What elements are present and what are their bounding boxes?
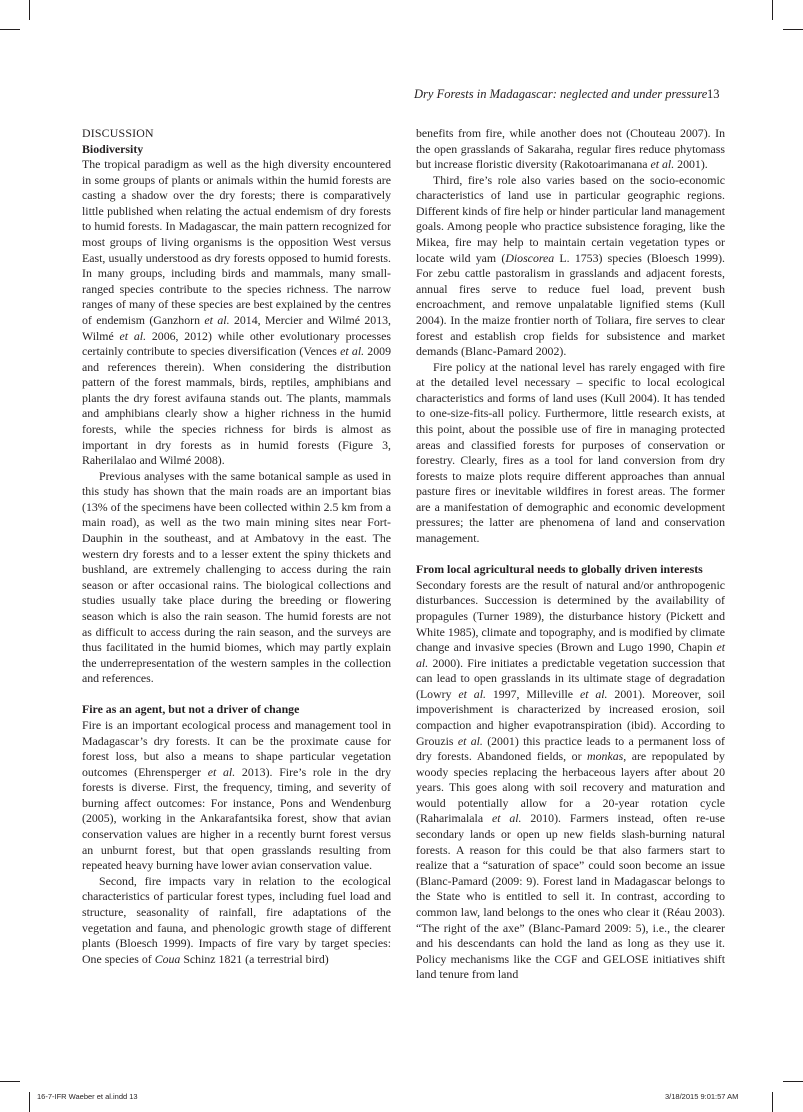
local-agricultural-heading: From local agricultural needs to globally driven interests: [416, 562, 703, 577]
secondary-forests-paragraph: Secondary forests are the result of natural and/or anthropogenic disturbances. Succession is determined by the availability of propagules (Turner 1989), the disturbance history (Pickett and White 1985), climate and topography, and is modified by climate change and invasive species (Brown and Lugo 1990, Chapin et al. 2000). Fire initiates a predictable vegetation succession that can lead to open grasslands in its ultimate stage of degradation (Lowry et al. 1997, Milleville et al. 2001). Moreover, soil impoverishment is characterized by increased erosion, soil compaction and higher evapotranspiration (ibid). According to Grouzis et al. (2001) this practice leads to a permanent loss of dry forests. Abandoned fields, or monkas, are repopulated by woody species replacing the herbaceous layers after about 20 years. This goes along with soil recovery and maturation and would potentially allow for a 20-year rotation cycle (Raharimalala et al. 2010). Farmers instead, often re-use secondary lands or open up new fields slash-burning natural forests. A reason for this could be that also farmers start to realize that a “saturation of space” could soon become an issue (Blanc-Pamard (2009: 9). Forest land in Madagascar belongs to the State who is entitled to sell it. In contrast, according to common law, land belongs to the ones who clear it (Réau 2003). “The right of the axe” (Blanc-Pamard 2009: 5), i.e., the clearer and his descendants can hold the land as long as they use it. Policy mechanisms like the CGF and GELOSE initiatives shift land tenure from land: [416, 577, 726, 982]
right-column: [416, 126, 725, 983]
crop-mark: [772, 0, 773, 20]
fire-paragraph-3: Third, fire’s role also varies based on the socio-economic characteristics of land use in particular geographic regions. Different kinds of fire help or hinder particular land management goals. Among people who practice subsistence foraging, like the Mikea, fire may help to maintain certain vegetation types or locate wild yam (Dioscorea L. 1753) species (Bloesch 1999). For zebu cattle pastoralism in grasslands and adjacent forests, annual fires serve to reduce fuel load, prevent bush encroachment, and remove unpalatable lignified stems (Kull 2004). In the maize frontier north of Toliara, fire serves to clear forest and establish crop fields for subsistence and market demands (Blanc-Pamard 2002).: [416, 172, 725, 359]
biodiversity-paragraph-2: Previous analyses with the same botanical sample as used in this study has shown that the main roads are an important bias (13% of the specimens have been collected within 2.5 km from a main road), as well as the two main mining sites near Fort-Dauphin in the southeast, and at Ambatovy in the east. The western dry forests and to a lesser extent the spiny thickets and bushland, are extremely challenging to access during the rain season or after occasional rains. The biological collections and studies usually take place during the breeding or flowering season which is also the rain season. The humid forests are not as difficult to access during the rain season, and the surveys are thus facilitated in the humid biomes, which may partly explain the underrepresentation of the western samples in the collection and references.: [82, 468, 391, 686]
file-slug: 16-7-IFR Waeber et al.indd 13: [37, 1092, 138, 1101]
running-title: Dry Forests in Madagascar: neglected and under pressure: [414, 87, 708, 101]
crop-mark: [29, 0, 30, 20]
crop-mark: [772, 1092, 773, 1112]
crop-mark: [783, 1081, 803, 1082]
fire-paragraph-1: Fire is an important ecological process and management tool in Madagascar’s dry forests. It can be the proximate cause for forest loss, but also a means to shape particular vegetation outcomes (Ehrensperger et al. 2013). Fire’s role in the dry forests is diverse. First, the frequency, timing, and severity of burning affect outcomes: For instance, Pons and Wendenburg (2005), working in the Ankarafantsika forest, show that avian conservation values are higher in a recently burnt forest versus an unburnt forest, but that open grasslands resulting from repeated heavy burning have lower avian conservation value.: [82, 717, 391, 873]
biodiversity-paragraph-1: The tropical paradigm as well as the high diversity encountered in some groups of plants or animals within the humid forests are casting a shadow over the dry forests; there is comparatively little published when relating the actual endemism of dry forests to humid forests. In Madagascar, the main pattern recognized for most groups of living organisms is the opposition West versus East, usually understood as dry forests opposed to humid forests. In many groups, including birds and mammals, many small-ranged species contribute to the species richness. The narrow ranges of many of these species are best explained by the centres of endemism (Ganzhorn et al. 2014, Mercier and Wilmé 2013, Wilmé et al. 2006, 2012) while other evolutionary processes certainly contribute to species diversification (Vences et al. 2009 and references therein). When considering the distribution pattern of the forest mammals, birds, reptiles, amphibians and plants the dry forest avifauna stands out. The plants, mammals and amphibians clearly show a higher richness in the humid forests, while the species richness for birds is almost as important in dry forests as in humid forests (Figure 3, Raherilalao and Wilmé 2008).: [82, 157, 392, 468]
fire-heading: Fire as an agent, but not a driver of change: [82, 702, 300, 717]
fire-paragraph-2: Second, fire impacts vary in relation to the ecological characteristics of particular forest types, including fuel load and structure, seasonality of rainfall, fire adaptations of the vegetation and fauna, and phenologic growth stage of different plants (Bloesch 1999). Impacts of fire vary by target species: One species of Coua Schinz 1821 (a terrestrial bird): [82, 873, 391, 966]
print-timestamp: 3/18/2015 9:01:57 AM: [665, 1092, 739, 1101]
discussion-heading: DISCUSSION: [82, 126, 154, 140]
crop-mark: [783, 29, 803, 30]
crop-mark: [29, 1092, 30, 1112]
left-column: [82, 126, 391, 967]
fire-paragraph-2-continued: benefits from fire, while another does not (Chouteau 2007). In the open grasslands of Sakaraha, regular fires reduce phytomass but increase floristic diversity (Rakotoarimanana et al. 2001).: [416, 126, 725, 172]
fire-paragraph-4: Fire policy at the national level has rarely engaged with fire at the detailed level necessary – specific to local ecological characteristics and forms of land uses (Kull 2004). It has tended to one-size-fits-all policy. Furthermore, little research exists, at this point, about the possible use of fire in managing protected areas and classified forests for purposes of conservation or forestry. Clearly, fires as a tool for land conversion from dry forests to maize plots require different approaches than annual pasture fires or inevitable wildfires in forest areas. The former are a manifestation of demographic and economic development pressures; the latter are phenomena of land and conservation management.: [416, 359, 725, 546]
crop-mark: [0, 1081, 20, 1082]
crop-mark: [0, 29, 20, 30]
page-number: 13: [707, 87, 720, 101]
biodiversity-heading: Biodiversity: [82, 141, 144, 156]
